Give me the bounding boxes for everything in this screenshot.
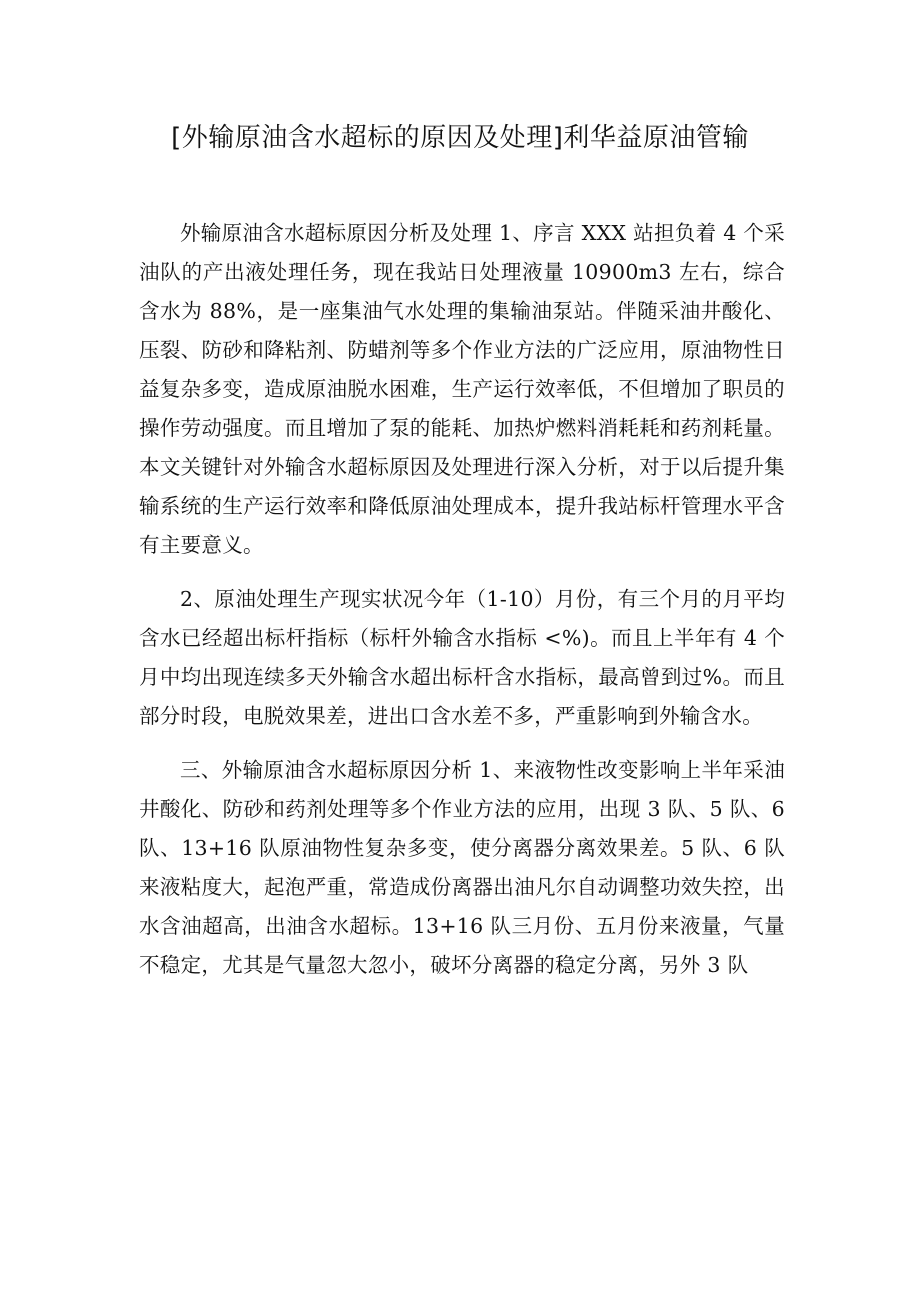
paragraph-status: 2、原油处理生产现实状况今年（1-10）月份，有三个月的月平均含水已经超出标杆指标（标杆外输含水指标 <%)。而且上半年有 4 个月中均出现连续多天外输含水超出标杆含水指标，最高曾到过%。而且部分时段，电脱效果差，进出口含水差不多，严重影响到外输含水。: [139, 587, 785, 728]
document-title: [外输原油含水超标的原因及处理]利华益原油管输: [171, 123, 749, 153]
paragraph-analysis: 三、外输原油含水超标原因分析 1、来液物性改变影响上半年采油井酸化、防砂和药剂处理等多个作业方法的应用，出现 3 队、5 队、6 队、13+16 队原油物性复杂多变，使分离器分离效果差。5 队、6 队来液粘度大，起泡严重，常造成份离器出油凡尔自动调整功效失控，出水含油超高，出油含水超标。13+16 队三月份、五月份来液量，气量不稳定，尤其是气量忽大忽小，破坏分离器的稳定分离，另外 3 队: [139, 758, 785, 977]
document-body: [139, 214, 785, 985]
paragraph-intro: 外输原油含水超标原因分析及处理 1、序言 XXX 站担负着 4 个采油队的产出液处理任务，现在我站日处理液量 10900m3 左右，综合含水为 88%，是一座集油气水处理的集输油泵站。伴随采油井酸化、压裂、防砂和降粘剂、防蜡剂等多个作业方法的广泛应用，原油物性日益复杂多变，造成原油脱水困难，生产运行效率低，不但增加了职员的操作劳动强度。而且增加了泵的能耗、加热炉燃料消耗耗和药剂耗量。本文关键针对外输含水超标原因及处理进行深入分析，对于以后提升集输系统的生产运行效率和降低原油处理成本，提升我站标杆管理水平含有主要意义。: [139, 221, 785, 557]
